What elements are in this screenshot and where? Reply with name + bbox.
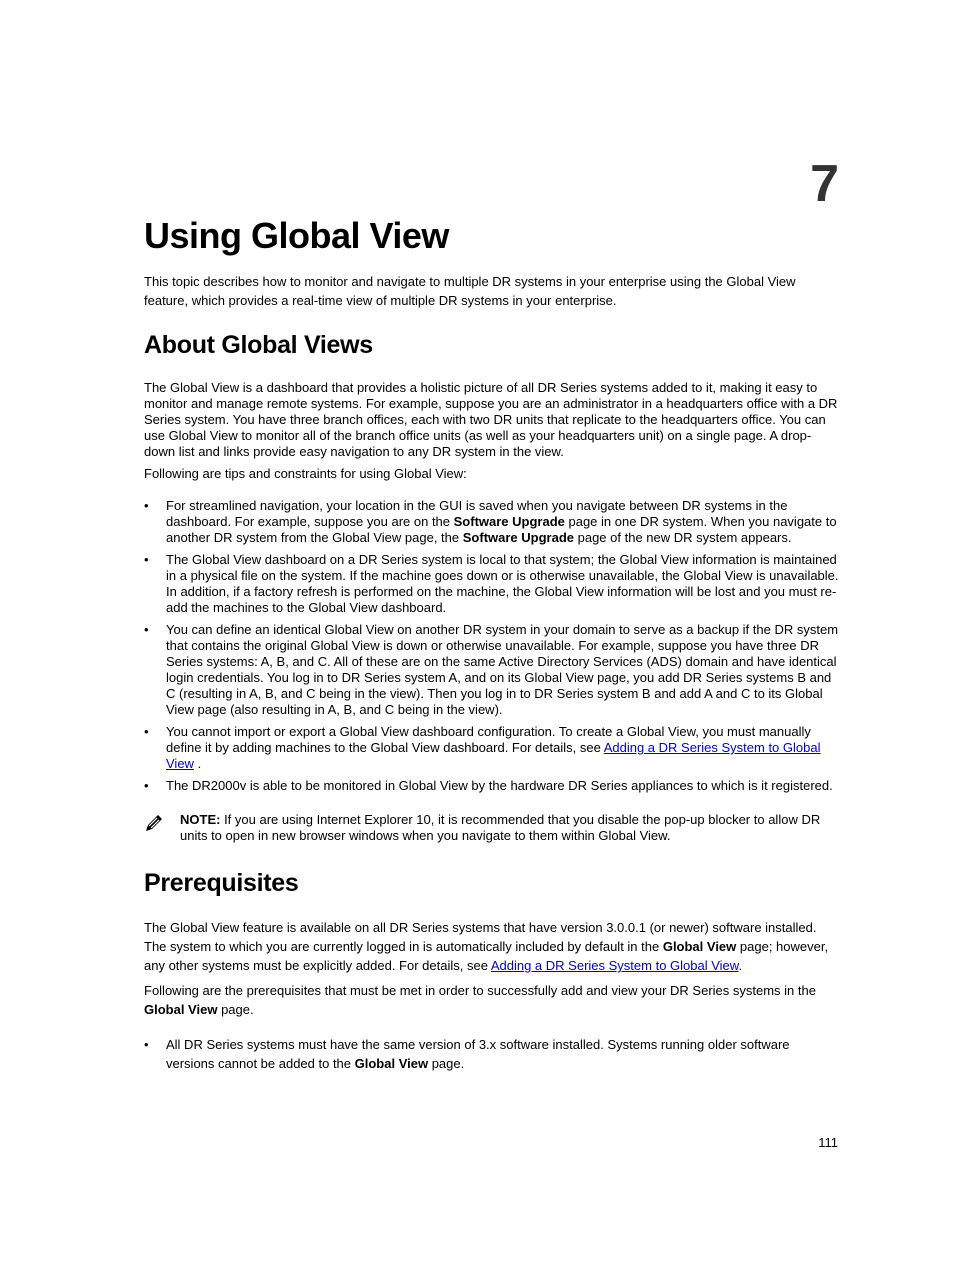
prereq-intro-paragraph: Following are the prerequisites that must be met in order to successfully add and view your DR Series systems in the Global View page. (144, 983, 816, 1017)
link-adding-dr-system[interactable]: Adding a DR Series System to Global View (166, 740, 821, 771)
list-item: • All DR Series systems must have the same version of 3.x software installed. Systems running older software versions cannot be added to the Global View page. (144, 1035, 840, 1073)
pencil-icon (144, 813, 164, 833)
intro-paragraph: This topic describes how to monitor and navigate to multiple DR systems in your enterprise using the Global View feature, which provides a real-time view of multiple DR systems in your enterprise. (144, 274, 796, 308)
prereq-paragraph: The Global View feature is available on all DR Series systems that have version 3.0.0.1 (or newer) software installed. The system to which you are currently logged in is automatically included by default in the Global View page; however, any other systems must be explicitly added. For details, see Adding a DR Series System to Global View. (144, 920, 829, 973)
list-item: • The Global View dashboard on a DR Series system is local to that system; the Global View information is maintained in a physical file on the system. If the machine goes down or is otherwise unavailable, the Global View is unavailable. In addition, if a factory refresh is performed on the machine, the Global View information will be lost and you must re-add the machines to the Global View dashboard. (144, 552, 840, 616)
heading-prerequisites: Prerequisites (144, 869, 299, 897)
page-number: 111 (818, 1135, 838, 1150)
about-paragraph: The Global View is a dashboard that provides a holistic picture of all DR Series systems added to it, making it easy to monitor and manage remote systems. For example, suppose you are an administrator in a headquarters office with a DR Series system. You have three branch offices, each with two DR units that replicate to the headquarters office. You can use Global View to monitor all of the branch office units (as well as your headquarters unit) on a single page. A drop-down list and links provide easy navigation to any DR system in the view. (144, 380, 838, 459)
list-item: • For streamlined navigation, your location in the GUI is saved when you navigate between DR systems in the dashboard. For example, suppose you are on the Software Upgrade page in one DR system. When you navigate to another DR system from the Global View page, the Software Upgrade page of the new DR system appears. (144, 498, 840, 546)
note-text: If you are using Internet Explorer 10, it is recommended that you disable the pop-up blocker to allow DR units to open in new browser windows when you navigate to them within Global View. (180, 812, 821, 843)
page-title: Using Global View (144, 215, 449, 256)
note-block (144, 812, 840, 844)
link-adding-dr-system-2[interactable]: Adding a DR Series System to Global View (490, 958, 739, 973)
list-item: • You cannot import or export a Global View dashboard configuration. To create a Global View, you must manually define it by adding machines to the Global View dashboard. For details, see Adding a DR Series System to Global View . (144, 724, 840, 772)
content-body (144, 272, 840, 1079)
list-item: • The DR2000v is able to be monitored in Global View by the hardware DR Series appliances to which is it registered. (144, 778, 840, 794)
prereq-list (144, 1035, 840, 1073)
list-item: • You can define an identical Global View on another DR system in your domain to serve as a backup if the DR system that contains the original Global View is down or otherwise unavailable. For example, suppose you have three DR Series systems: A, B, and C. All of these are on the same Active Directory Services (ADS) domain and have identical login credentials. You log in to DR Series system A, and on its Global View page, you add DR Series systems B and C (resulting in A, B, and C being in the view). Then you log in to DR Series system B and add A and C to its Global View page (also resulting in A, B, and C being in the view). (144, 622, 840, 718)
chapter-number: 7 (810, 155, 839, 213)
heading-about-global-views: About Global Views (144, 331, 373, 359)
tips-list (144, 498, 840, 794)
tips-intro-paragraph: Following are tips and constraints for using Global View: (144, 466, 467, 481)
note-label: NOTE: (180, 812, 221, 827)
